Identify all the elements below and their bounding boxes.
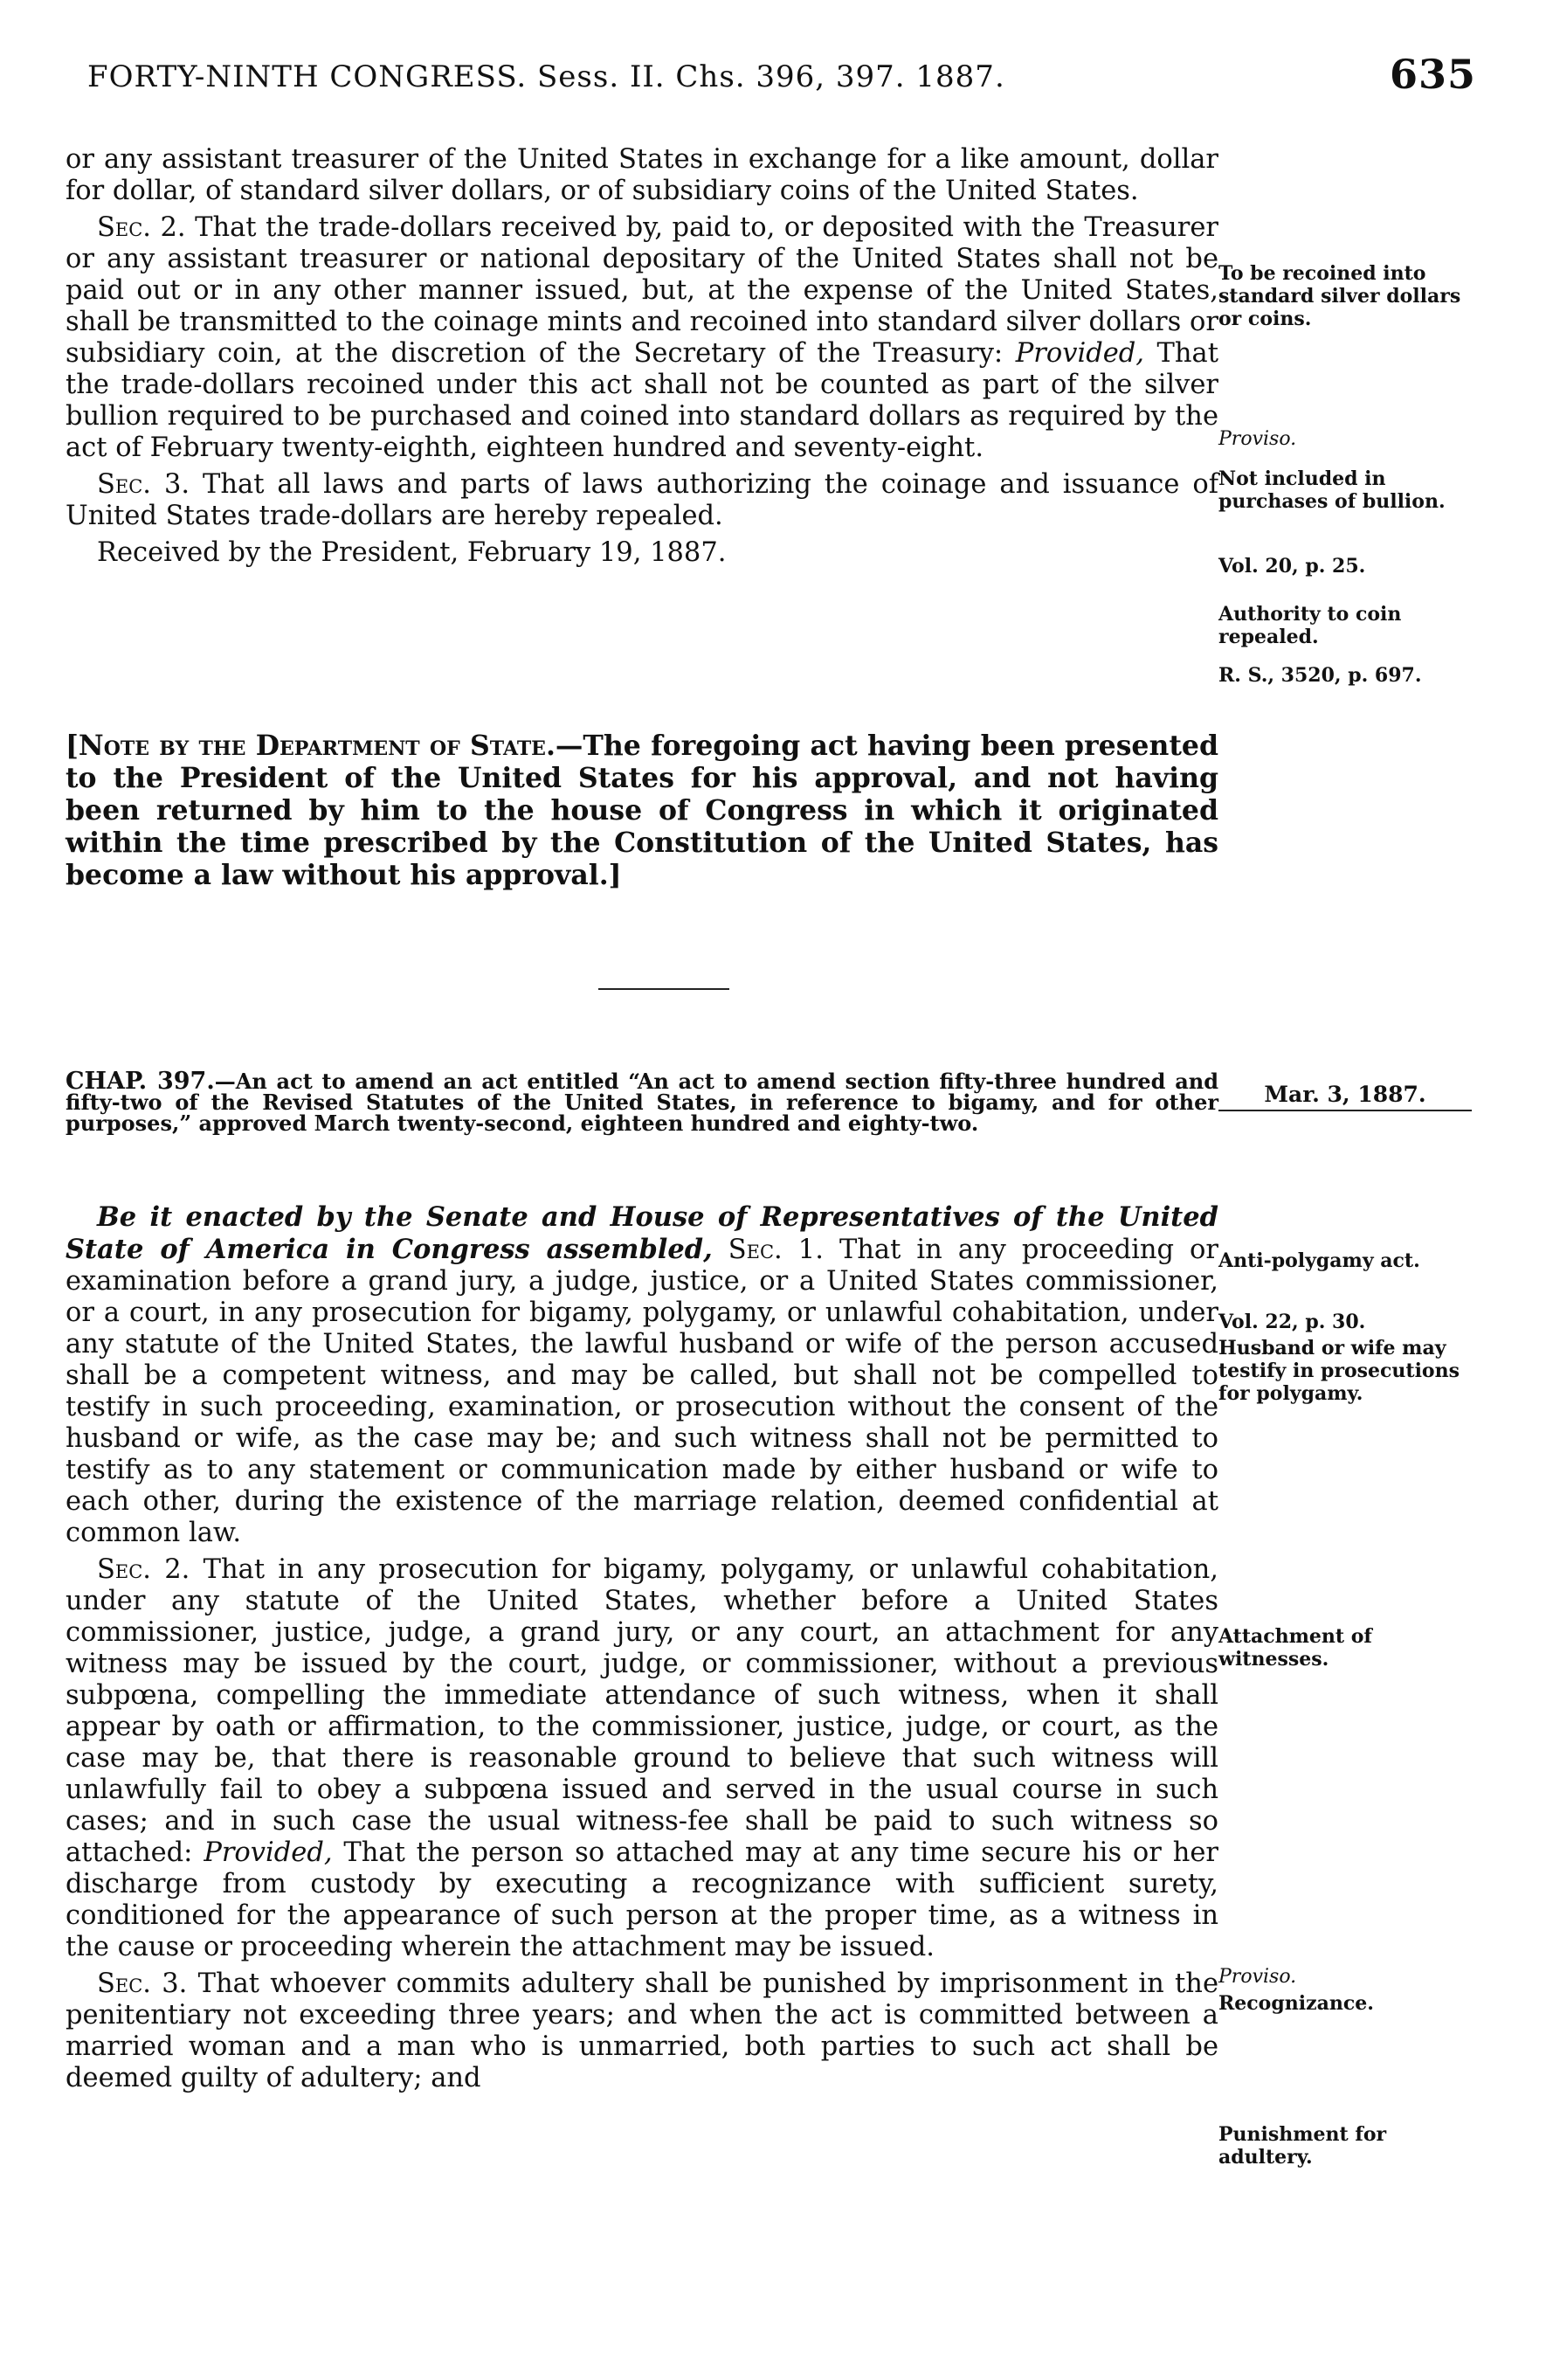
- sidenote-punishment: Punishment for adultery.: [1218, 2123, 1387, 2169]
- section-text-cont: That the person so attached may at any time secure his or her discharge from custody by executing a recognizance with sufficient surety, conditioned for the appearance of such person at the proper time, as a witness in the cause or proceeding wherein the attachment may be issued.: [66, 1837, 1218, 1962]
- chapter-396-body: [66, 144, 1218, 574]
- received-line: Received by the President, February 19, 1887.: [97, 537, 727, 568]
- sidenote-date-wrap: [1218, 1083, 1480, 1111]
- section-text-cont: That the trade-dollars recoined under this act shall not be counted as part of the silver bullion required to be purchased and coined into standard dollars as required by the act of February twenty-eighth, eighteen hundred and seventy-eight.: [66, 338, 1218, 463]
- page-number: 635: [1389, 51, 1476, 98]
- sidenote-vol20: Vol. 20, p. 25.: [1218, 555, 1366, 578]
- note-text: —The foregoing act having been presented to the President of the United States for his approval, and not having been returned by him to the house of Congress in which it originated within the time prescribed by the Constitution of the United States, has become a law without his approval.]: [66, 730, 1218, 891]
- section-label: Sec. 3.: [97, 469, 190, 500]
- chapter-date: Mar. 3, 1887.: [1218, 1083, 1472, 1111]
- state-department-note: [66, 730, 1218, 891]
- section-text: That the trade-dollars received by, paid to, or deposited with the Treasurer or any assistant treasurer or national depositary of the United States shall not be paid out or in any other manner issued, but, at the expense of the United States, shall be transmitted to the coinage mints and recoined into standard silver dollars or subsidiary coin, at the discretion of the Secretary of the Treasury:: [66, 212, 1218, 369]
- paragraph-continuation: or any assistant treasurer of the United States in exchange for a like amount, dollar for dollar, of standard silver dollars, or of subsidiary coins of the United States.: [66, 144, 1218, 206]
- enacting-clause: Be it enacted by the Senate and House of Representatives of the United State of America in Congress assembled,: [66, 1201, 1218, 1265]
- ch397-sec3: [66, 1968, 1218, 2094]
- sidenote-proviso-2: Proviso.: [1218, 1966, 1297, 1988]
- section-text: That whoever commits adultery shall be punished by imprisonment in the penitentiary not exceeding three years; and when the act is committed between a married woman and a man who is unmarried, both parties to such act shall be deemed guilty of adultery; and: [66, 1968, 1218, 2093]
- section-divider: [598, 988, 729, 990]
- ch397-sec1: [66, 1201, 1218, 1549]
- section-text: That in any proceeding or examination before a grand jury, a judge, justice, or a United States commissioner, or a court, in any prosecution for bigamy, polygamy, or unlawful cohabitation, under any statute of the United States, the lawful husband or wife of the person accused shall be a competent witness, and may be called, but shall not be compelled to testify in such proceeding, examination, or prosecution without the consent of the husband or wife, as the case may be; and such witness shall not be permitted to testify as to any statement or communication made by either husband or wife to each other, during the existence of the marriage relation, deemed confidential at common law.: [66, 1235, 1219, 1548]
- sidenote-proviso: Proviso.: [1218, 428, 1297, 450]
- section-text: That all laws and parts of laws authorizing the coinage and issuance of United States trade-dollars are hereby repealed.: [66, 469, 1218, 531]
- ch396-sec2: [66, 212, 1218, 464]
- running-head: [87, 51, 1476, 103]
- chapter-label: CHAP. 397.: [66, 1068, 215, 1095]
- sidenote-recognizance: Recognizance.: [1218, 1992, 1374, 2015]
- section-label: Sec. 2.: [97, 1554, 190, 1585]
- chapter-397-body: [66, 1201, 1218, 2100]
- sidenote-rs: R. S., 3520, p. 697.: [1218, 664, 1422, 687]
- section-label: Sec. 2.: [97, 212, 186, 243]
- running-head-title: FORTY-NINTH CONGRESS. Sess. II. Chs. 396, 397. 1887.: [87, 59, 1005, 94]
- sidenote-not-included: Not included in purchases of bullion.: [1218, 467, 1446, 513]
- section-text: That in any prosecution for bigamy, polygamy, or unlawful cohabitation, under any statute of the United States, whether before a United States commissioner, justice, judge, a grand jury, or any court, an attachment for any witness may be issued by the court, judge, or commissioner, without a previous subpœna, compelling the immediate attendance of such witness, when it shall appear by oath or affirmation, to the commissioner, justice, judge, or court, as the case may be, that there is reasonable ground to believe that such witness will unlawfully fail to obey a subpœna issued and served in the usual course in such cases; and in such case the usual witness-fee shall be paid to such witness so attached:: [66, 1554, 1218, 1868]
- chapter-397-heading: [66, 1068, 1218, 1136]
- section-label: Sec. 3.: [97, 1968, 188, 1999]
- proviso-word: Provided,: [204, 1837, 333, 1868]
- ch397-sec2: [66, 1554, 1218, 1963]
- chapter-title: —An act to amend an act entitled “An act to amend section fifty-three hundred and fifty-two of the Revised Statutes of the United States, in reference to bigamy, and for other purposes,” approved March twenty-second, eighteen hundred and eighty-two.: [66, 1069, 1218, 1136]
- note-lead: [Note by the Department of State.: [66, 730, 556, 762]
- sidenote-attachment: Attachment of witnesses.: [1218, 1625, 1372, 1671]
- sidenote-vol22: Vol. 22, p. 30.: [1218, 1311, 1366, 1333]
- ch396-sec3: [66, 469, 1218, 532]
- sidenote-husband-wife: Husband or wife may testify in prosecutions for polygamy.: [1218, 1337, 1460, 1405]
- section-label: Sec. 1.: [728, 1235, 824, 1265]
- proviso-word: Provided,: [1015, 338, 1144, 369]
- sidenote-recoined: To be recoined into standard silver dollars or coins.: [1218, 262, 1461, 330]
- sidenote-anti-polygamy: Anti-polygamy act.: [1218, 1249, 1420, 1272]
- sidenote-authority: Authority to coin repealed.: [1218, 603, 1402, 648]
